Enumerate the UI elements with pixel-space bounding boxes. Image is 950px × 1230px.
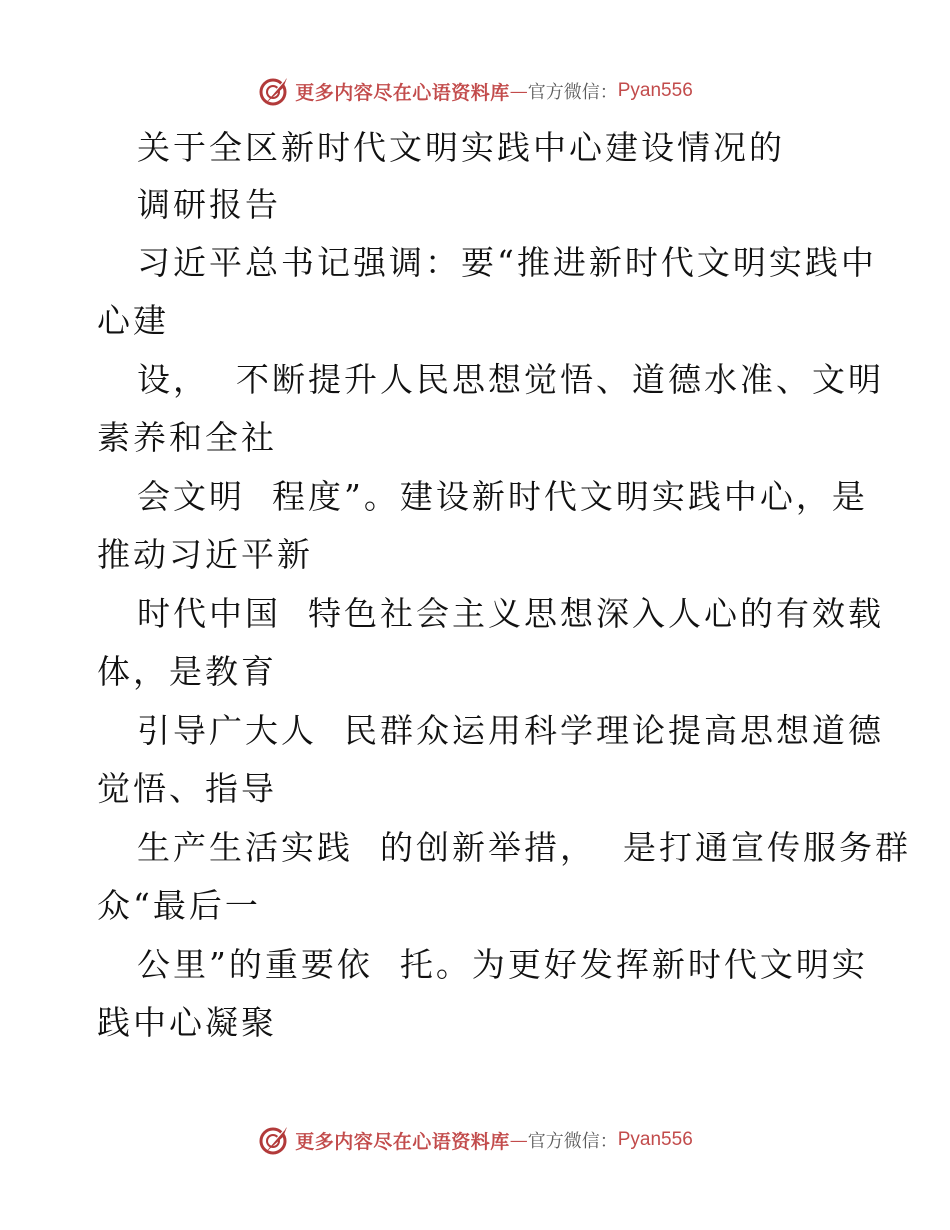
paragraph-line: 觉悟、指导 [97, 769, 277, 808]
banner-text: 更多内容尽在心语资料库 [295, 1130, 510, 1153]
banner-wechat-id: Pyan556 [617, 80, 693, 101]
banner-label: 官方微信： [527, 82, 618, 103]
document-title-line-1: 关于全区新时代文明实践中心建设情况的 [137, 128, 785, 167]
banner-separator: — [509, 80, 528, 102]
footer-watermark-banner [0, 1120, 950, 1160]
banner-text: 更多内容尽在心语资料库 [295, 81, 510, 104]
paragraph-line: 心建 [97, 301, 169, 340]
paragraph-line: 设， 不断提升人民思想觉悟、道德水准、文明 [137, 360, 884, 399]
paragraph-line: 体，是教育 [97, 652, 277, 691]
quill-logo-icon [257, 1123, 291, 1157]
document-title-line-2: 调研报告 [137, 185, 281, 224]
paragraph-line: 众“最后一 [97, 886, 261, 925]
quill-logo-icon [257, 74, 291, 108]
paragraph-line: 推动习近平新 [97, 535, 313, 574]
paragraph-line: 践中心凝聚 [97, 1003, 277, 1042]
header-watermark-banner [0, 71, 950, 111]
paragraph-line: 习近平总书记强调：要“推进新时代文明实践中 [137, 243, 877, 282]
paragraph-line: 会文明 程度”。建设新时代文明实践中心，是 [137, 477, 868, 516]
paragraph-line: 引导广大人 民群众运用科学理论提高思想道德 [137, 711, 884, 750]
banner-wechat-id: Pyan556 [617, 1129, 693, 1150]
paragraph-line: 时代中国 特色社会主义思想深入人心的有效载 [137, 594, 884, 633]
paragraph-line: 公里”的重要依 托。为更好发挥新时代文明实 [137, 945, 868, 984]
banner-label: 官方微信： [527, 1131, 618, 1152]
paragraph-line: 素养和全社 [97, 418, 277, 457]
banner-separator: — [509, 1129, 528, 1151]
paragraph-line: 生产生活实践 的创新举措， 是打通宣传服务群 [137, 828, 911, 867]
